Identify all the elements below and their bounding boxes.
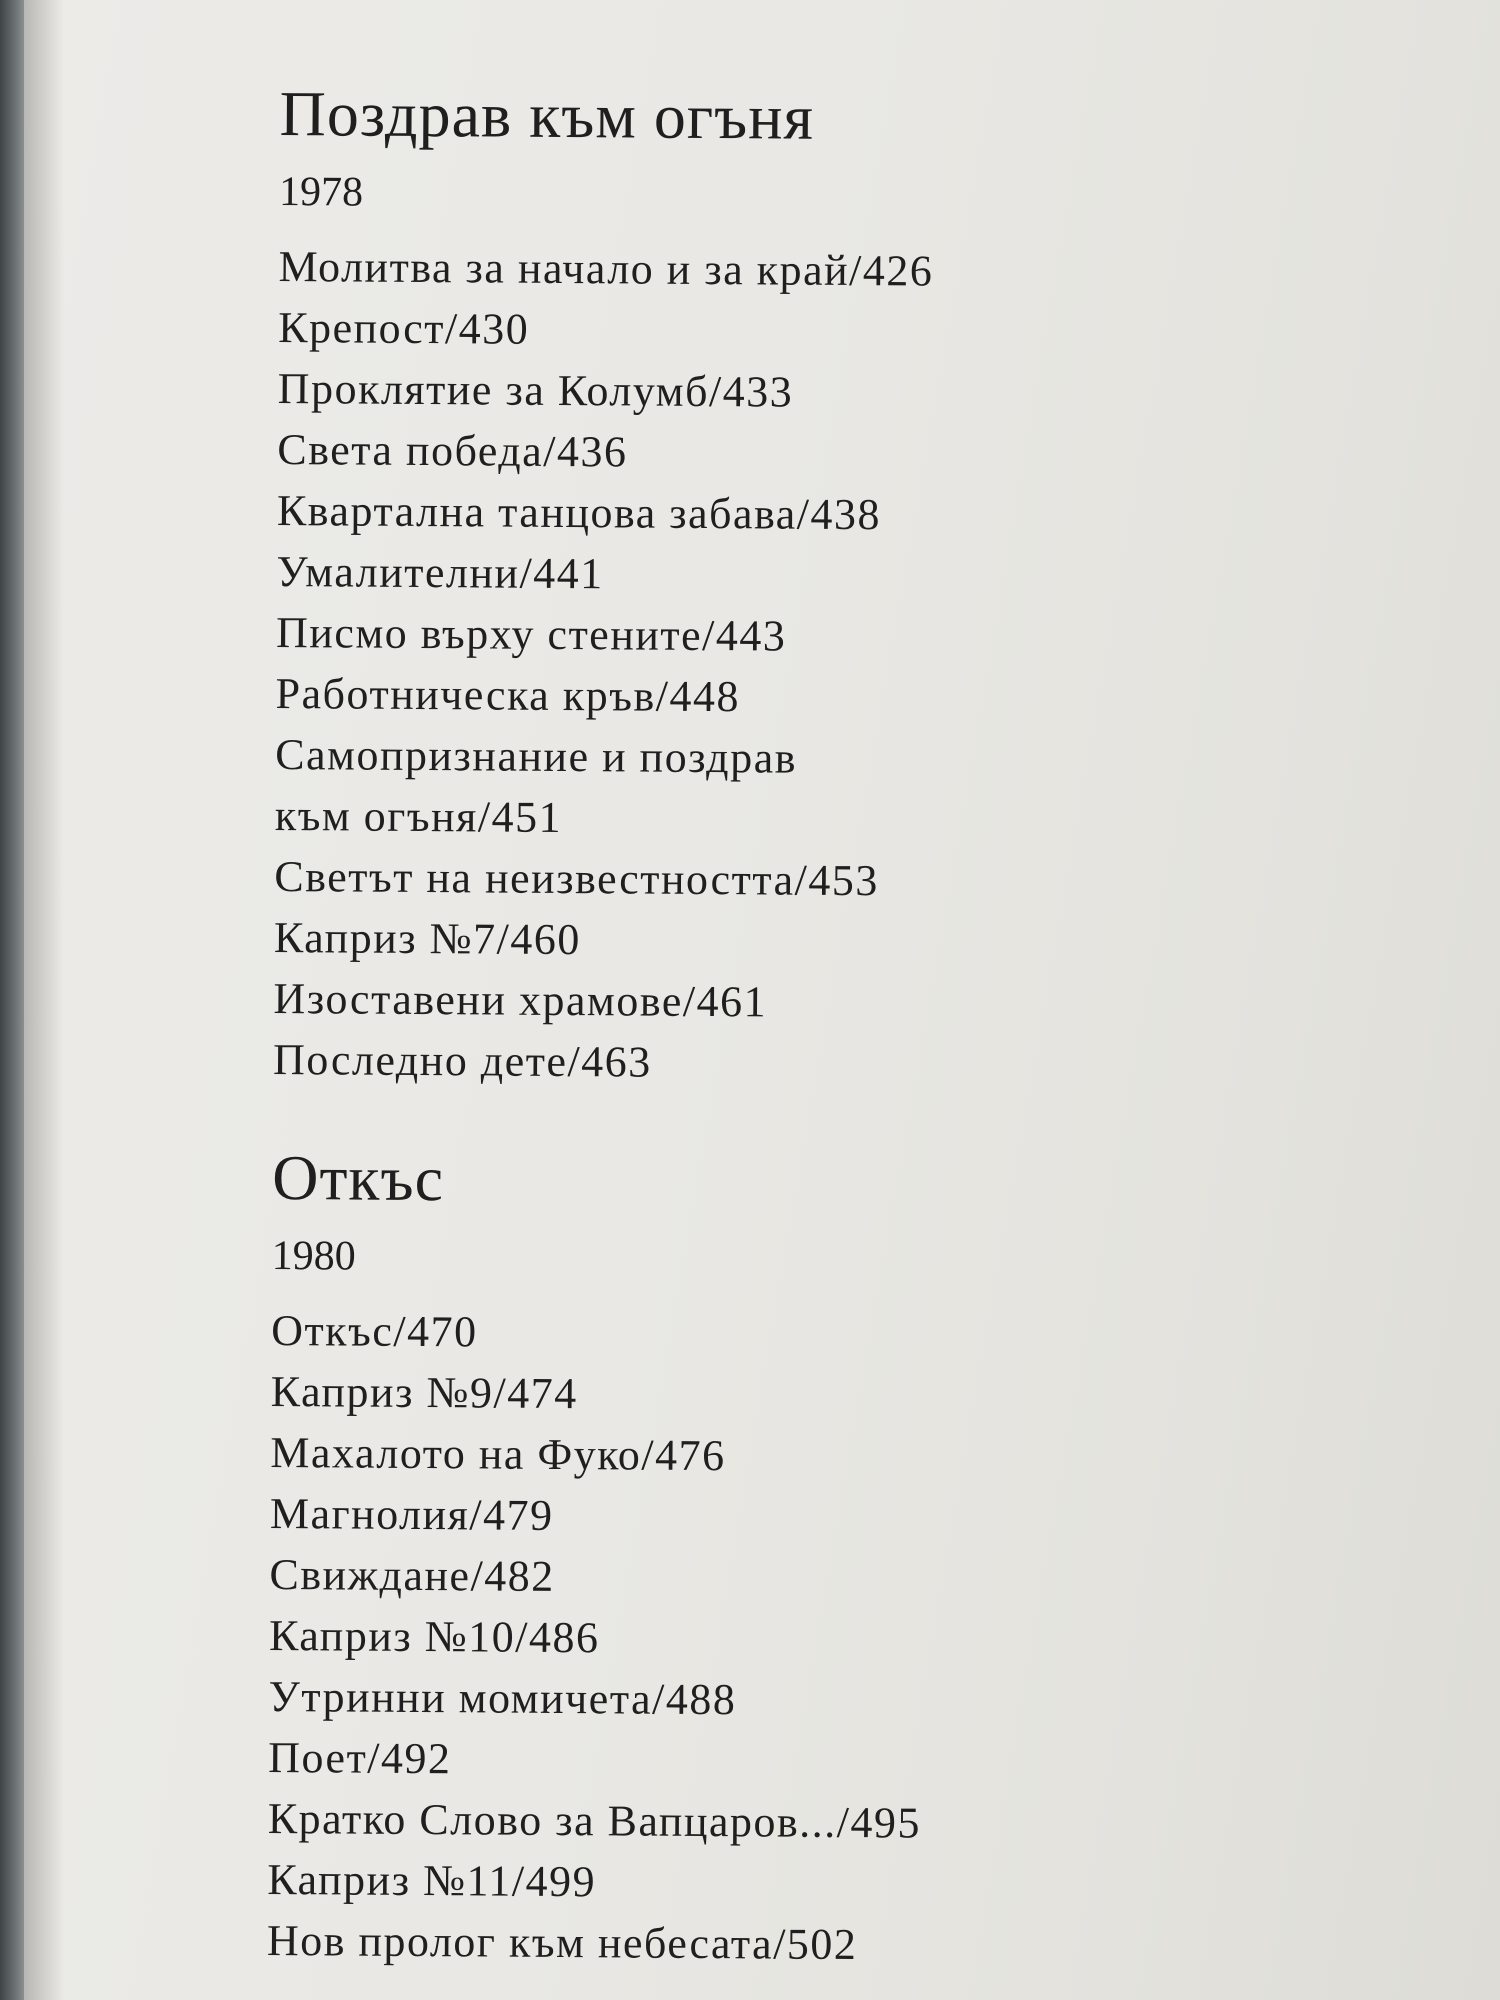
toc-entry: Умалителни/441 [276,546,604,599]
toc-entry: Крепост/430 [278,302,530,354]
toc-entry: Каприз №11/499 [267,1854,597,1907]
page-gutter-shadow [24,0,64,2000]
toc-entry: Проклятие за Колумб/433 [277,363,794,417]
toc-entry: Нов пролог към небесата/502 [266,1915,858,1970]
section-title: Откъс [272,1141,445,1215]
toc-entry: Писмо върху стените/443 [275,607,787,661]
section-year: 1978 [278,168,364,216]
entry-list [267,1300,1422,1979]
toc-section-1 [273,70,1430,1098]
toc-entry: Магнолия/479 [269,1488,554,1540]
book-spine-edge [0,0,24,2000]
toc-entry: Квартална танцова забава/438 [276,485,882,540]
toc-entry: Утринни момичета/488 [268,1671,737,1725]
toc-entry: Последно дете/463 [272,1034,652,1087]
toc-entry: Работническа кръв/448 [275,668,741,722]
toc-entry: Каприз №9/474 [270,1366,578,1419]
toc-entry: Каприз №7/460 [273,912,582,965]
section-year: 1980 [271,1232,356,1280]
entry-list [273,236,1429,1098]
table-of-contents [267,70,1430,1979]
toc-entry: Откъс/470 [271,1305,478,1357]
toc-entry: Самопризнание и поздрав [275,729,798,783]
toc-entry: към огъня/451 [274,790,563,842]
toc-entry: Каприз №10/486 [268,1610,600,1663]
toc-entry: Изоставени храмове/461 [273,973,768,1027]
toc-section-2 [267,1134,1423,1979]
toc-entry: Светът на неизвестността/453 [274,851,880,906]
book-page [24,0,1500,2000]
toc-entry: Свиждане/482 [269,1549,555,1601]
toc-entry: Поет/492 [268,1732,452,1784]
toc-entry: Молитва за начало и за край/426 [278,241,934,296]
toc-entry: Махалото на Фуко/476 [270,1427,726,1481]
toc-entry: Света победа/436 [277,424,628,477]
section-title: Поздрав към огъня [279,77,815,153]
toc-entry: Кратко Слово за Вапцаров.../495 [267,1793,922,1848]
